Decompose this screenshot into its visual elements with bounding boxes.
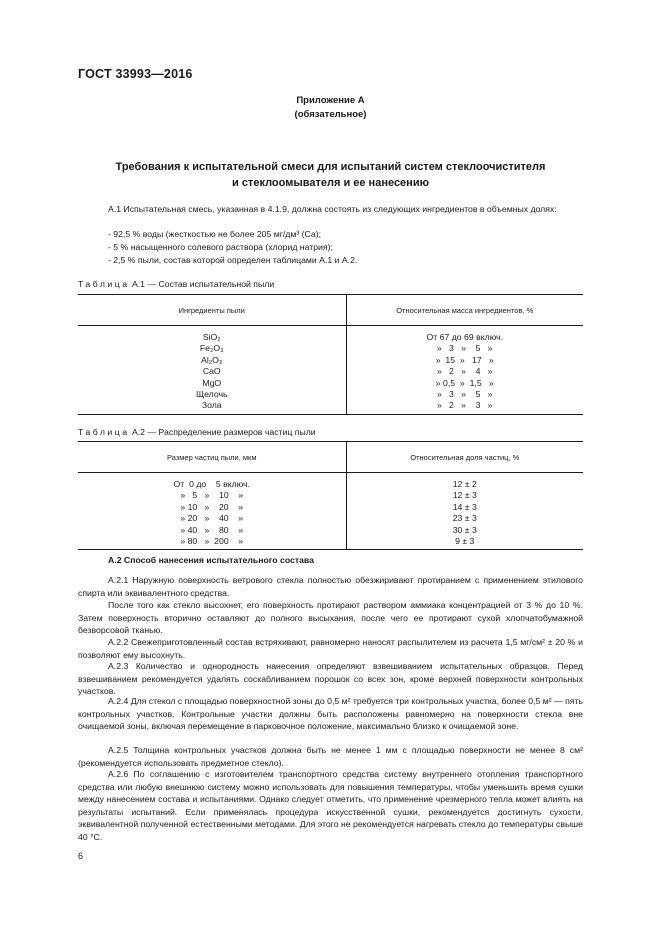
page-number: 6	[78, 851, 84, 861]
table1-caption-label: Таблица	[78, 279, 130, 289]
table2-header-share: Относительная доля частиц, %	[346, 442, 583, 473]
clause-text: После того как стекло высохнет, его поверхность протирают раствором аммиака концентрацией от 3 % до 10 %. Затем поверхность вторично оставляют до полного высыхания, после чего ее протирают сухой хлопчатобумажной безворсовой тканью.	[78, 600, 583, 636]
table-row	[78, 536, 583, 550]
clause-text: А.2.1 Наружную поверхность ветрового стекла полностью обезжиривают протиранием с применением этилового спирта или эквивалентного средства.	[78, 575, 583, 598]
appendix-subtitle: (обязательное)	[294, 109, 367, 120]
ingredient-name: Щелочь	[78, 389, 346, 400]
ingredient-item: - 5 % насыщенного солевого раствора (хлорид натрия);	[108, 242, 333, 252]
particle-size: » 40 » 80 »	[180, 524, 244, 535]
ingredient-name: Al₂O₃	[78, 355, 346, 366]
clause-text: А.2.2 Свежеприготовленный состав встряхивают, равномерно наносят распылителем из расчета 1,5 мг/см² ± 20 % и позволяют ему высохнуть.	[78, 637, 583, 660]
table-row	[78, 513, 583, 524]
table1-caption	[78, 279, 274, 289]
ingredient-name: SiO₂	[78, 326, 346, 344]
table-row	[78, 525, 583, 536]
table-row	[78, 343, 583, 354]
particle-size: » 10 » 20 »	[180, 501, 244, 512]
table-row	[78, 326, 583, 344]
ingredient-name: CaO	[78, 366, 346, 377]
particle-size: » 20 » 40 »	[180, 513, 244, 524]
clause-text: А.2.4 Для стекол с площадью поверхностной зоны до 0,5 м² требуется три контрольных участка, более 0,5 м² — пять контрольных участков. Контрольные участки должны быть расположены равномерно на поверхности стекла вне очищаемой зоны, включая перемещение в парковочное положение, максимально близко к очищаемой зоне.	[78, 696, 584, 732]
clause-a2-1-cont	[78, 599, 583, 637]
table-row	[78, 400, 583, 414]
document-title-line2: и стеклоомывателя и ее нанесению	[232, 177, 429, 189]
table-row	[78, 378, 583, 389]
clause-a1-text: А.1 Испытательная смесь, указанная в 4.1.9, должна состоять из следующих ингредиентов в объемных долях:	[108, 204, 557, 214]
particle-share: 12 ± 2	[452, 479, 477, 489]
ingredient-mass: » 3 » 5 »	[436, 389, 493, 400]
particle-share: 9 ± 3	[346, 536, 583, 550]
ingredient-mass: » 2 » 3 »	[436, 400, 493, 411]
ingredient-name: Зола	[78, 400, 346, 414]
clause-a2-5	[78, 744, 583, 769]
clause-a2-1	[78, 574, 583, 599]
clause-text: А.2.3 Количество и однородность нанесения определяют взвешиванием испытательных образцов. Перед взвешиванием рекомендуется удалять соскабливанием порошок со всех зон, кроме верхней поверхности контрольных участков.	[78, 661, 583, 697]
clause-a2-4	[78, 695, 583, 733]
clause-a2-2	[78, 636, 583, 661]
ingredient-mass: » 2 » 4 »	[436, 366, 493, 377]
table-row	[78, 490, 583, 501]
table-row	[78, 473, 583, 491]
standard-number: ГОСТ 33993—2016	[78, 67, 193, 81]
particle-size: » 80 » 200 »	[180, 536, 244, 547]
ingredient-mass: » 15 » 17 »	[435, 354, 494, 365]
clause-text: А.2.5 Толщина контрольных участков должна быть не менее 1 мм с площадью поверхности не менее 8 см² (рекомендуется использовать предметное стекло).	[78, 745, 583, 768]
particle-size: » 5 » 10 »	[180, 490, 244, 501]
particle-size-table	[78, 441, 583, 550]
appendix-title: Приложение А	[296, 95, 365, 106]
table2-caption-text: А.2 — Распределение размеров частиц пыли	[129, 427, 316, 437]
table2-header-size: Размер частиц пыли, мкм	[78, 442, 346, 473]
table2-caption	[78, 427, 316, 437]
ingredient-item: - 92,5 % воды (жесткостью не более 205 мг/дм³ (Са);	[108, 229, 322, 239]
table-row	[78, 355, 583, 366]
clause-a2-3	[78, 660, 583, 698]
ingredient-mass: » 3 » 5 »	[436, 343, 493, 354]
section-a2-heading: А.2 Способ нанесения испытательного состава	[108, 555, 314, 565]
ingredient-mass: От 67 до 69 включ.	[426, 332, 503, 342]
particle-share: 12 ± 3	[452, 490, 477, 501]
table-row	[78, 366, 583, 377]
clause-a2-6	[78, 768, 583, 844]
particle-size: От 0 до 5 включ.	[173, 479, 250, 489]
clause-a1	[78, 203, 583, 216]
ingredient-name: MgO	[78, 378, 346, 389]
document-title-line1: Требования к испытательной смеси для испытаний систем стеклоочистителя	[115, 161, 546, 173]
ingredient-name: Fe₂O₃	[78, 343, 346, 354]
document-title	[78, 159, 583, 191]
table-row	[78, 502, 583, 513]
table1-header-mass: Относительная масса ингредиентов, %	[346, 295, 583, 326]
table1-header-ingredient: Ингредиенты пыли	[78, 295, 346, 326]
dust-composition-table	[78, 294, 583, 415]
ingredient-mass: » 0,5 » 1,5 »	[435, 377, 494, 388]
table2-caption-label: Таблица	[78, 427, 130, 437]
table-row	[78, 389, 583, 400]
table1-caption-text: А.1 — Состав испытательной пыли	[129, 279, 275, 289]
ingredient-item: - 2,5 % пыли, состав которой определен таблицами А.1 и А.2.	[108, 255, 358, 265]
particle-share: 23 ± 3	[452, 513, 477, 524]
particle-share: 30 ± 3	[452, 524, 477, 535]
particle-share: 14 ± 3	[452, 501, 477, 512]
clause-text: А.2.6 По соглашению с изготовителем транспортного средства систему внутреннего отопления транспортного средства или любую внешнюю систему можно использовать для повышения температуры, чтобы уменьшить время сушки между нанесением состава и испытаниями. Однако следует отметить, что применение чрезмерного тепла может влиять на результаты испытаний. Если применялась процедура искусственной сушки, рекомендуется достигнуть сухости, эквивалентной полученной естественными методами. Для этого не рекомендуется нагревать стекло до температуры свыше 40 °С.	[78, 769, 583, 842]
